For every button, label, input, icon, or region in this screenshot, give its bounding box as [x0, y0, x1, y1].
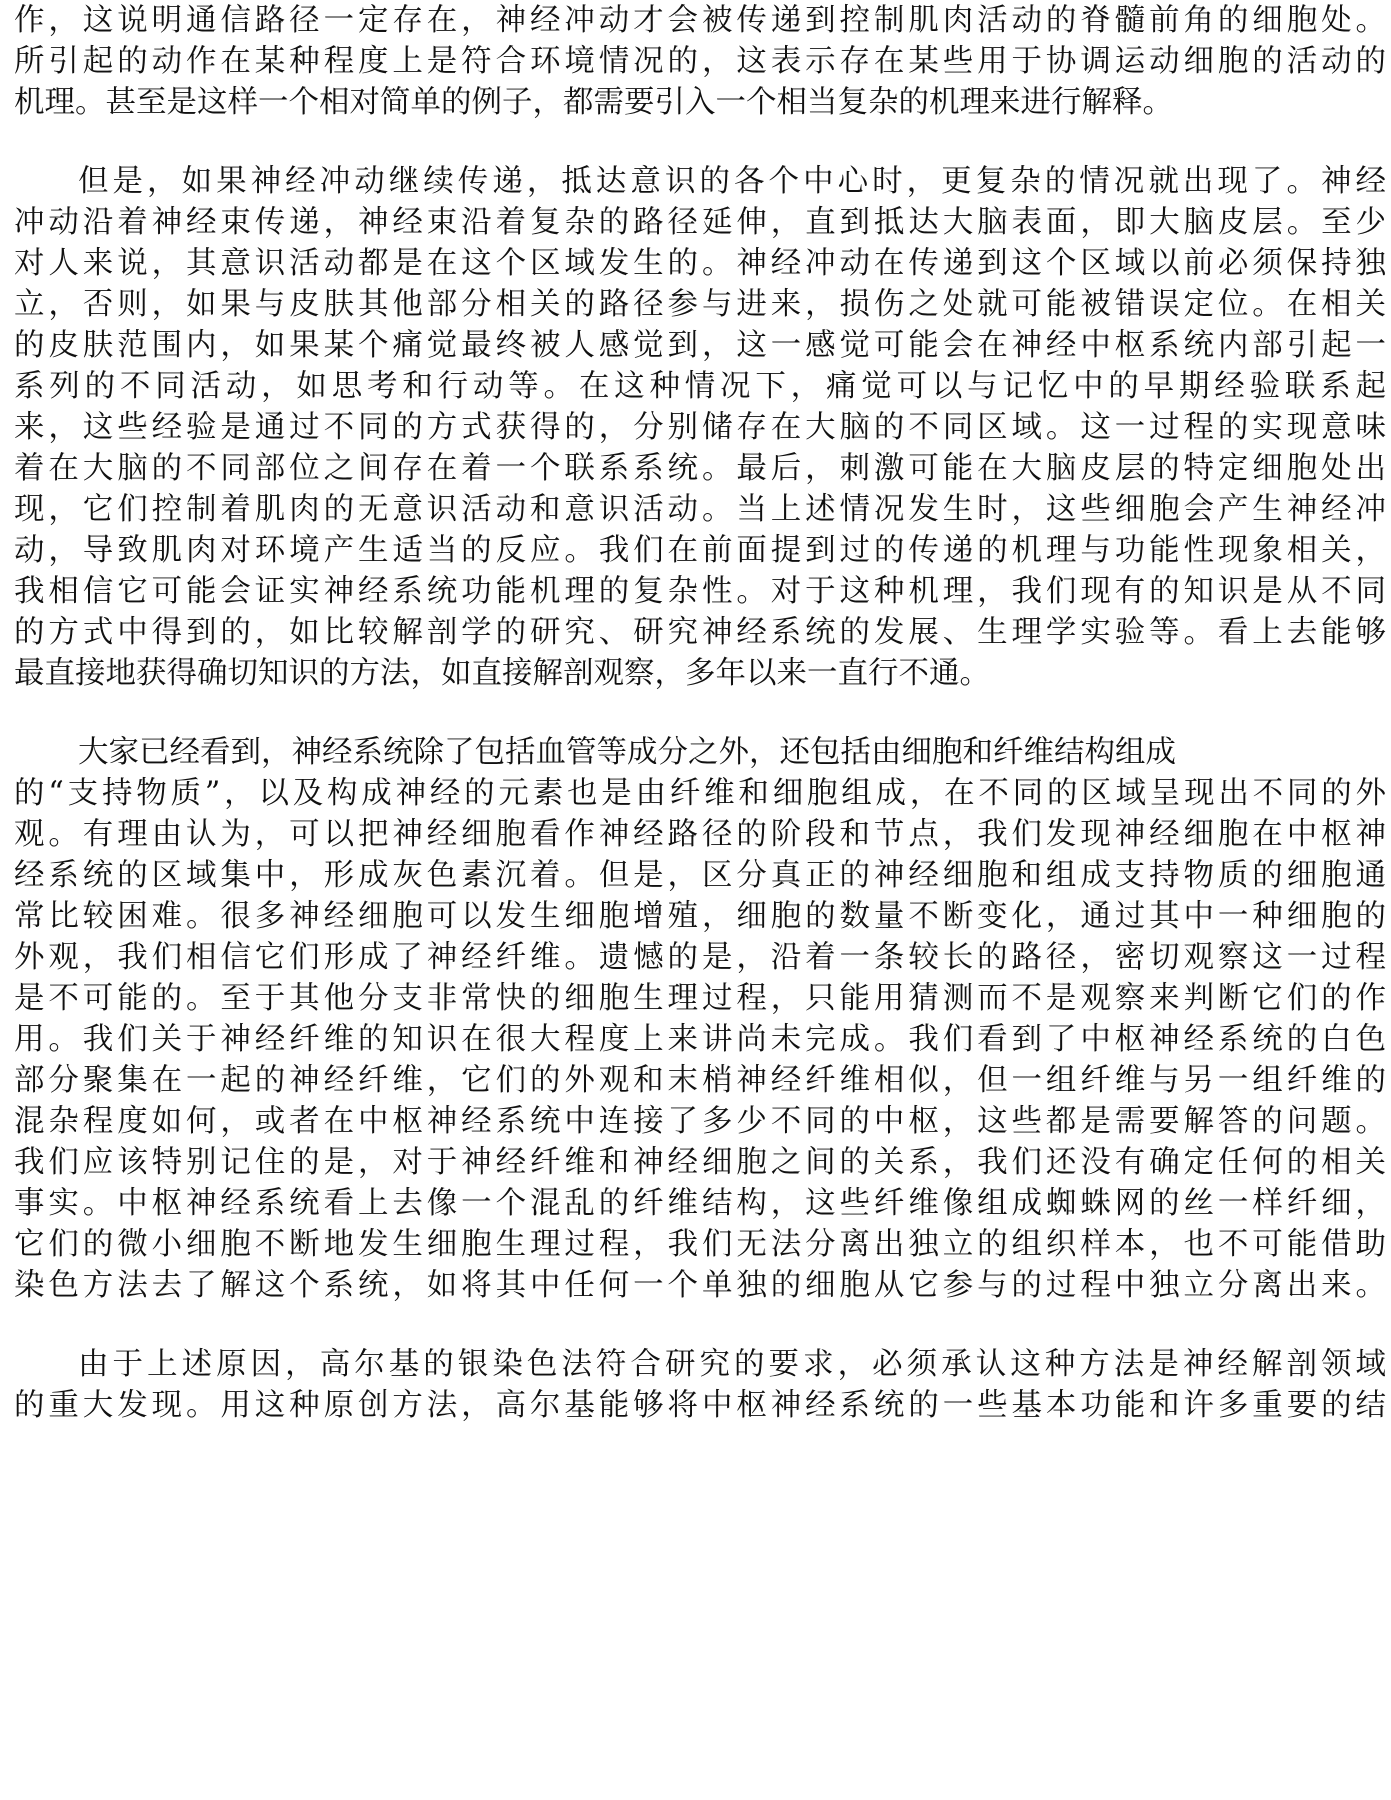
text-line: 对人来说，其意识活动都是在这个区域发生的。神经冲动在传递到这个区域以前必须保持独: [14, 246, 1386, 281]
text-line: 系列的不同活动，如思考和行动等。在这种情况下，痛觉可以与记忆中的早期经验联系起: [14, 369, 1386, 404]
paragraph-gap: [14, 694, 1386, 732]
text-line: 它们的微小细胞不断地发生细胞生理过程，我们无法分离出独立的组织样本，也不可能借助: [14, 1227, 1386, 1262]
paragraph-2: [14, 161, 1386, 694]
paragraph-4: [14, 1344, 1386, 1426]
text-line: 经系统的区域集中，形成灰色素沉着。但是，区分真正的神经细胞和组成支持物质的细胞通: [14, 858, 1386, 893]
text-line: 现，它们控制着肌肉的无意识活动和意识活动。当上述情况发生时，这些细胞会产生神经冲: [14, 492, 1386, 527]
text-line: 我相信它可能会证实神经系统功能机理的复杂性。对于这种机理，我们现有的知识是从不同: [14, 574, 1386, 609]
paragraph-1: [14, 0, 1386, 123]
text-line: 来，这些经验是通过不同的方式获得的，分别储存在大脑的不同区域。这一过程的实现意味: [14, 410, 1386, 445]
paragraph-3: [14, 732, 1386, 1306]
text-line: 但是，如果神经冲动继续传递，抵达意识的各个中心时，更复杂的情况就出现了。神经: [78, 164, 1386, 199]
text-line: 我们应该特别记住的是，对于神经纤维和神经细胞之间的关系，我们还没有确定任何的相关: [14, 1145, 1386, 1180]
text-line: 动，导致肌肉对环境产生适当的反应。我们在前面提到过的传递的机理与功能性现象相关，: [14, 533, 1386, 568]
text-line: 立，否则，如果与皮肤其他部分相关的路径参与进来，损伤之处就可能被错误定位。在相关: [14, 287, 1386, 322]
text-line: 部分聚集在一起的神经纤维，它们的外观和末梢神经纤维相似，但一组纤维与另一组纤维的: [14, 1063, 1386, 1098]
text-line: 机理。甚至是这样一个相对简单的例子，都需要引入一个相当复杂的机理来进行解释。: [14, 85, 1173, 120]
text-line: 外观，我们相信它们形成了神经纤维。遗憾的是，沿着一条较长的路径，密切观察这一过程: [14, 940, 1386, 975]
text-line: 事实。中枢神经系统看上去像一个混乱的纤维结构，这些纤维像组成蜘蛛网的丝一样纤细，: [14, 1186, 1386, 1221]
text-line: 染色方法去了解这个系统，如将其中任何一个单独的细胞从它参与的过程中独立分离出来。: [14, 1268, 1386, 1303]
paragraph-gap: [14, 123, 1386, 161]
text-line: 由于上述原因，高尔基的银染色法符合研究的要求，必须承认这种方法是神经解剖领域: [78, 1347, 1386, 1382]
text-line: 作，这说明通信路径一定存在，神经冲动才会被传递到控制肌肉活动的脊髓前角的细胞处。: [14, 3, 1386, 38]
text-line: 的方式中得到的，如比较解剖学的研究、研究神经系统的发展、生理学实验等。看上去能够: [14, 615, 1386, 650]
text-line: 着在大脑的不同部位之间存在着一个联系系统。最后，刺激可能在大脑皮层的特定细胞处出: [14, 451, 1386, 486]
paragraph-gap: [14, 1306, 1386, 1344]
text-line: 混杂程度如何，或者在中枢神经系统中连接了多少不同的中枢，这些都是需要解答的问题。: [14, 1104, 1386, 1139]
text-line: 观。有理由认为，可以把神经细胞看作神经路径的阶段和节点，我们发现神经细胞在中枢神: [14, 817, 1386, 852]
text-line: 的皮肤范围内，如果某个痛觉最终被人感觉到，这一感觉可能会在神经中枢系统内部引起一: [14, 328, 1386, 363]
text-line: 的“支持物质”，以及构成神经的元素也是由纤维和细胞组成，在不同的区域呈现出不同的外: [14, 776, 1386, 811]
text-line: 最直接地获得确切知识的方法，如直接解剖观察，多年以来一直行不通。: [14, 656, 990, 691]
text-line: 大家已经看到，神经系统除了包括血管等成分之外，还包括由细胞和纤维结构组成: [78, 735, 1176, 770]
text-line: 所引起的动作在某种程度上是符合环境情况的，这表示存在某些用于协调运动细胞的活动的: [14, 44, 1386, 79]
document-page: [14, 0, 1386, 1426]
text-line: 常比较困难。很多神经细胞可以发生细胞增殖，细胞的数量不断变化，通过其中一种细胞的: [14, 899, 1386, 934]
text-line: 冲动沿着神经束传递，神经束沿着复杂的路径延伸，直到抵达大脑表面，即大脑皮层。至少: [14, 205, 1386, 240]
text-line: 是不可能的。至于其他分支非常快的细胞生理过程，只能用猜测而不是观察来判断它们的作: [14, 981, 1386, 1016]
text-line: 用。我们关于神经纤维的知识在很大程度上来讲尚未完成。我们看到了中枢神经系统的白色: [14, 1022, 1386, 1057]
text-line: 的重大发现。用这种原创方法，高尔基能够将中枢神经系统的一些基本功能和许多重要的结: [14, 1388, 1386, 1423]
